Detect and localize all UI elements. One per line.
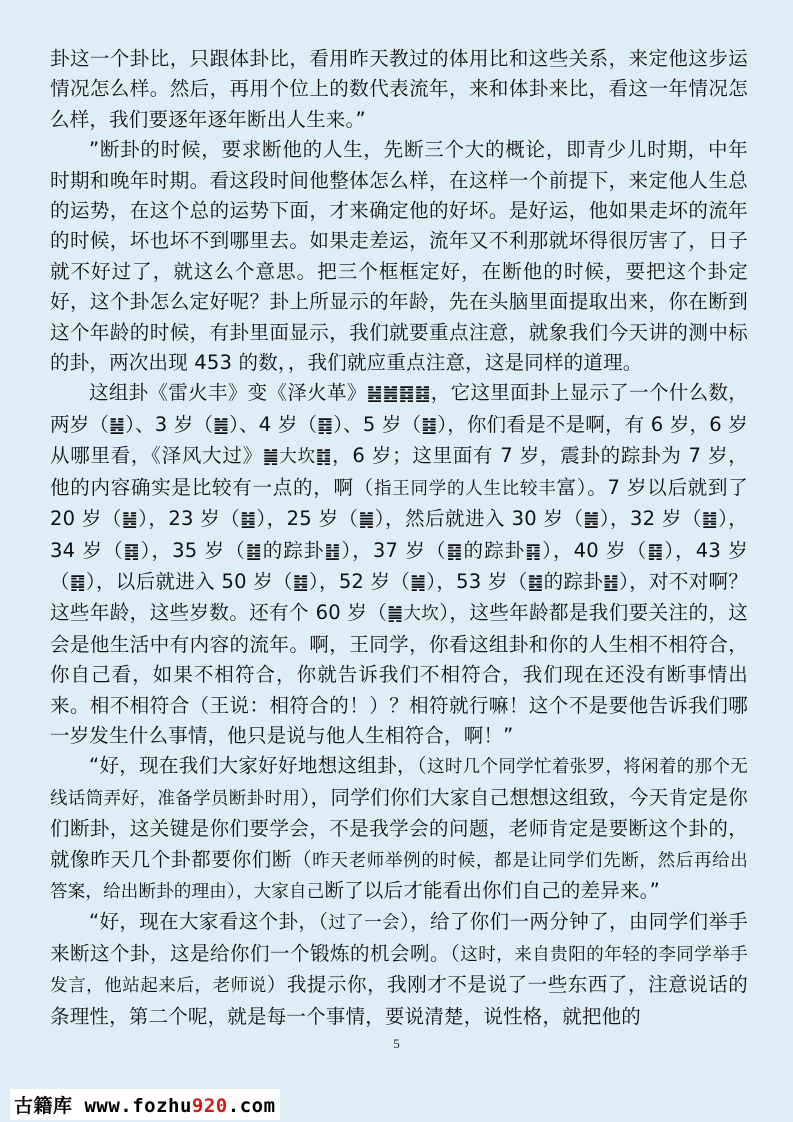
annotation-text: ䷛大坎䷜ (262, 447, 333, 468)
paragraph (50, 751, 748, 907)
body-text: ），同学们你们大家自己想想这组致，今天肯定是你们断卦，这关键是你们要学会，不是我学会的问题，老师肯定是要断这个卦的，就像昨天几个卦都要你们断（ (50, 785, 748, 871)
annotation-text: ䷛ (410, 572, 427, 593)
annotation-text: 这时，来自贵阳的年轻的李同学举手发言，他站起来后，老师说 (50, 944, 748, 997)
body-text: ），53 岁（ (426, 569, 528, 593)
body-text: ），40 岁（ (542, 538, 648, 562)
annotation-text: ䷾ (240, 510, 257, 531)
body-text: ）我提示你，我刚才不是说了一些东西了，注意说话的条理性，第二个呢，就是每一个事情，要说清楚，说性格，就把他的 (50, 973, 748, 1028)
annotation-text: ䷾ (421, 415, 438, 436)
annotation-text: ䷶ (109, 415, 126, 436)
annotation-text: ䷶ (121, 510, 139, 531)
annotation-text: ䷛大坎 (387, 604, 440, 625)
annotation-text: ䷿ (647, 541, 665, 562)
body-text: 断了以后才能看出你们自己的差异来。” (324, 878, 660, 902)
annotation-text: ䷾ (527, 572, 544, 593)
paragraph (50, 907, 748, 1032)
annotation-text: ䷶䷰䷿䷾ (366, 384, 431, 405)
body-text: ，它这里面卦上显示了一个什么数，两岁（ (50, 381, 748, 436)
annotation-text: 昨天老师举例的时候，都是让同学们先断，然后再给出答案，给出断卦的理由），大家自己 (50, 850, 748, 902)
annotation-text: ䷾ (292, 572, 309, 593)
site-url-prefix: www.fozhu (84, 1094, 192, 1117)
paragraph (50, 44, 748, 135)
body-text: ），你们看是不是啊，有 6 岁，6 岁从哪里看，《泽风大过》 (50, 412, 748, 468)
body-text: ）、4 岁（ (229, 412, 318, 436)
body-text: ），52 岁（ (308, 569, 411, 593)
body-text: ），这些年龄都是我们要关注的，这会是他生活中有内容的流年。啊，王同学，你看这组卦和你的人生相不相符合，你自己看，如果不相符合，你就告诉我们不相符合，我们现在还没有断事情出来。相不相符合（王说：相符合的！）？相符就行嘛！这个不是要他告诉我们哪一岁发生什么事情，他只是说与他人生相符合，啊！” (50, 601, 748, 747)
annotation-text: 这时几个同学忙着张罗，将闲着的那个无线话筒弄好，准备学员断卦时用 (50, 757, 748, 809)
annotation-text: ䷰ (213, 415, 230, 436)
body-text: 的踪卦 (463, 538, 526, 562)
annotation-text: ䷰ (583, 510, 600, 531)
annotation-text: ䷲ (603, 572, 620, 593)
site-url-suffix: .com (227, 1094, 276, 1117)
annotation-text: ䷾ (701, 510, 719, 531)
body-text: ），以后就进入 50 岁（ (85, 569, 293, 593)
body-text: ），23 岁（ (138, 507, 241, 531)
body-text: ）、5 岁（ (333, 412, 422, 436)
site-name: 古籍库 (14, 1094, 73, 1117)
document-body (50, 44, 748, 1032)
body-text: ，6 岁；这里面有 7 岁，震卦的踪卦为 7 岁，他的内容确实是比较有一点的，啊（ (50, 444, 749, 499)
annotation-text: ䷾ (245, 541, 263, 562)
body-text: ），35 岁（ (140, 538, 246, 562)
annotation-text: ䷿ (317, 415, 334, 436)
body-text: 的踪卦 (543, 569, 604, 593)
page-number: 5 (393, 1036, 400, 1051)
annotation-text: ䷿ (446, 541, 464, 562)
annotation-text: ䷿ (69, 572, 86, 593)
body-text: ），32 岁（ (599, 507, 702, 531)
body-text: “好，现在大家看这个卦，（ (89, 910, 329, 934)
body-text: “好，现在我们大家好好地想这组卦，（ (89, 754, 427, 778)
annotation-text: ䷿ (123, 541, 141, 562)
body-text: ”断卦的时候，要求断他的人生，先断三个大的概论，即青少儿时期，中年时期和晚年时期。看这段时间他整体怎么样，在这样一个前提下，来定他人生总的运势，在这个总的运势下面，才来确定他的好坏。是好运，他如果走坏的流年的时候，坏也坏不到哪里去。如果走差运，流年又不利那就坏得很厉害了，日子就不好过了，就这么个意思。把三个框框定好，在断他的时候，要把这个卦定好，这个卦怎么定好呢？卦上所显示的年龄，先在头脑里面提取出来，你在断到这个年龄的时候，有卦里面显示，我们就要重点注意，就象我们今天讲的测中标的卦，两次出现 453 的数，，我们就应重点注意，这是同样的道理。 (50, 138, 748, 375)
footer-watermark (0, 1086, 793, 1122)
body-text: 富）。7 岁以后就到了 20 岁（ (50, 475, 749, 531)
paragraph (50, 378, 748, 751)
annotation-text: 过了一会 (328, 913, 400, 934)
body-text: 这组卦《雷火丰》变《泽火革》 (89, 381, 367, 405)
body-text: ），43 岁（ (50, 538, 748, 593)
annotation-text: ䷛ (358, 510, 375, 531)
site-url-number: 920 (191, 1094, 228, 1117)
annotation-text: ䷲ (324, 541, 342, 562)
body-text: ），然后就进入 30 岁（ (374, 507, 584, 531)
body-text: 的踪卦 (262, 538, 325, 562)
body-text: ）、3 岁（ (125, 412, 214, 436)
annotation-text: ䷳ (525, 541, 543, 562)
site-watermark-label (10, 1089, 280, 1120)
paragraph (50, 135, 748, 378)
body-text: 卦这一个卦比，只跟体卦比，看用昨天教过的体用比和这些关系，来定他这步运情况怎么样。然后，再用个位上的数代表流年，来和体卦来比，看这一年情况怎么样，我们要逐年逐年断出人生来。” (50, 47, 748, 131)
body-text: ），34 岁（ (50, 507, 749, 562)
body-text: ），给了你们一两分钟了，由同学们举手来断这个卦，这是给你们一个锻炼的机会咧。（ (50, 910, 748, 965)
annotation-text: 指王同学的人生比较丰 (374, 478, 557, 499)
body-text: ），对不对啊？这些年龄，这些岁数。还有个 60 岁（ (50, 569, 749, 625)
body-text: ），25 岁（ (256, 507, 359, 531)
body-text: ），37 岁（ (341, 538, 447, 562)
